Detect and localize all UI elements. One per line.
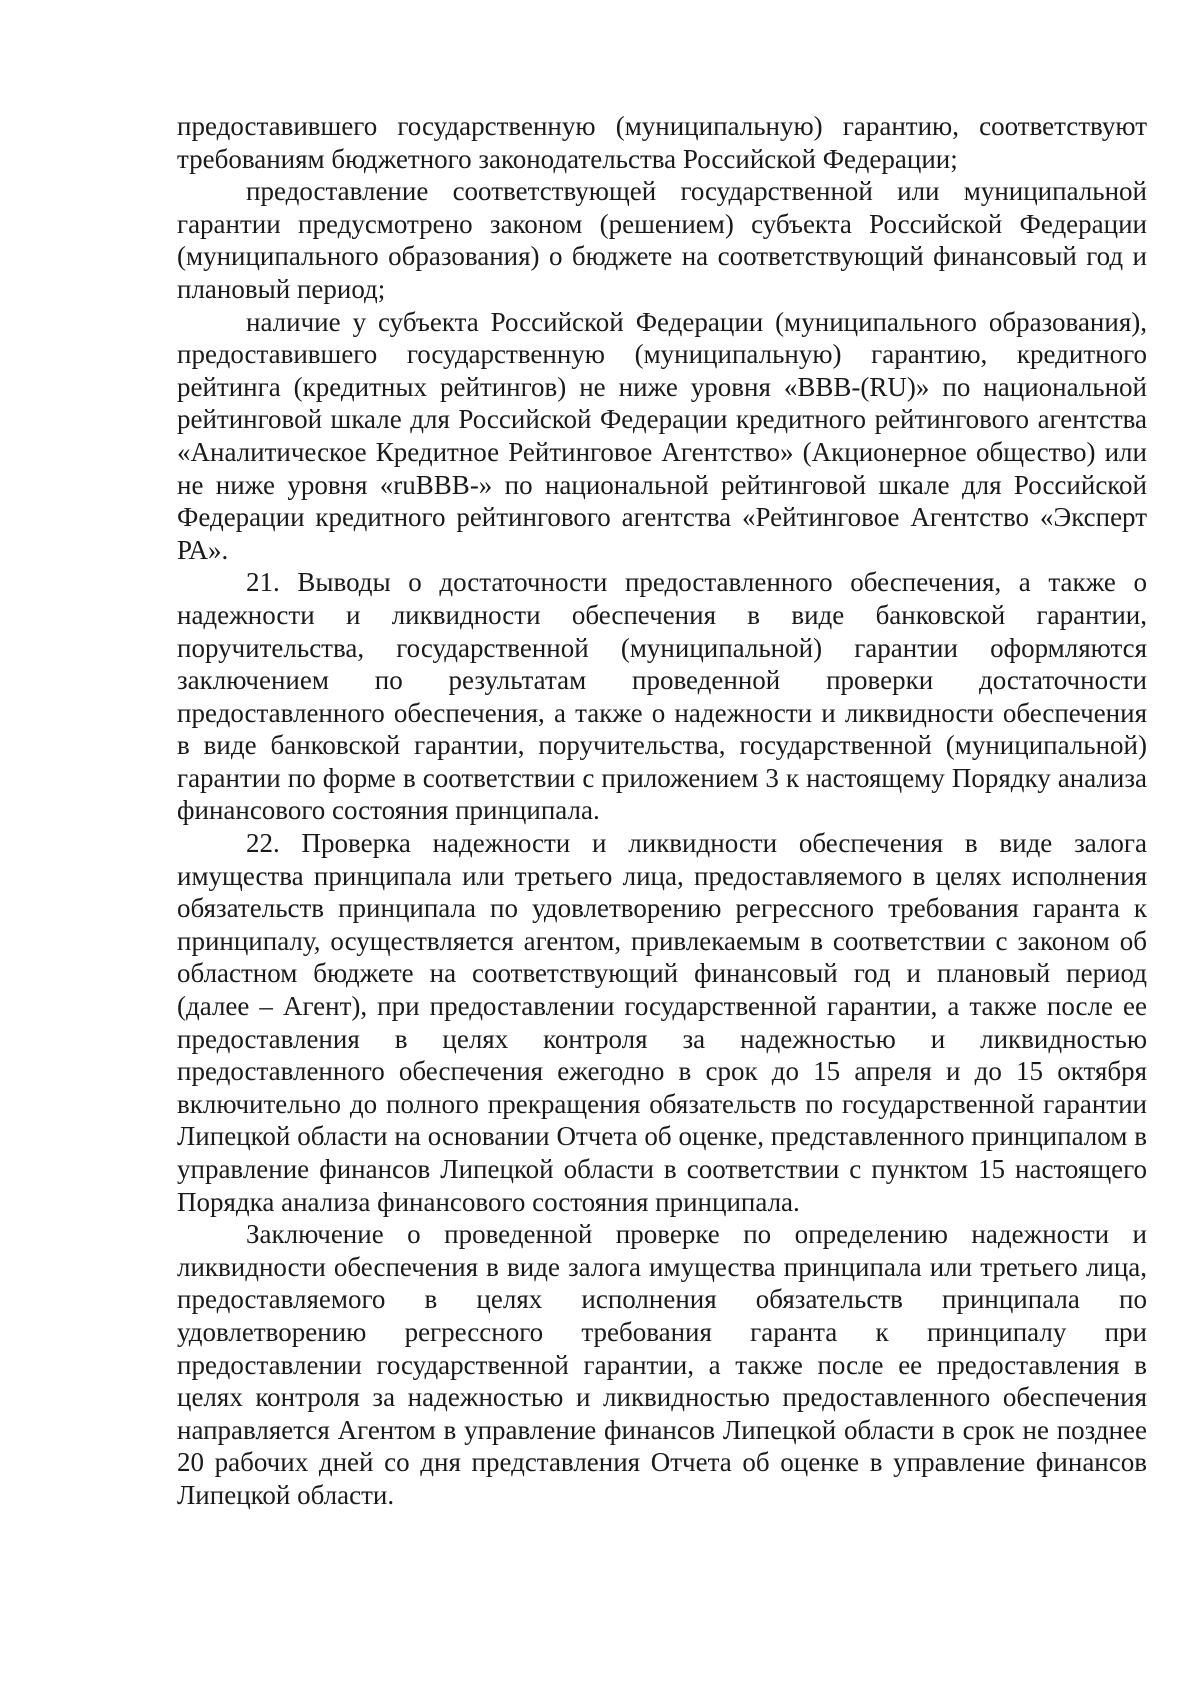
paragraph-continuation: предоставившего государственную (муниципальную) гарантию, соответствуют требованиям бюджетного законодательства Российской Федерации;	[177, 111, 1147, 174]
paragraph-conclusion: Заключение о проведенной проверке по определению надежности и ликвидности обеспечения в виде залога имущества принципала или третьего лица, предоставляемого в целях исполнения обязательств принципала по удовлетворению регрессного требования гаранта к принципалу при предоставлении государственной гарантии, а также после ее предоставления в целях контроля за надежностью и ликвидностью предоставленного обеспечения направляется Агентом в управление финансов Липецкой области в срок не позднее 20 рабочих дней со дня представления Отчета об оценке в управление финансов Липецкой области.	[177, 1219, 1147, 1510]
paragraph-guarantee-provision: предоставление соответствующей государственной или муниципальной гарантии предусмотрено законом (решением) субъекта Российской Федерации (муниципального образования) о бюджете на соответствующий финансовый год и плановый период;	[177, 176, 1147, 304]
paragraph-item-22: 22. Проверка надежности и ликвидности обеспечения в виде залога имущества принципала или третьего лица, предоставляемого в целях исполнения обязательств принципала по удовлетворению регрессного требования гаранта к принципалу, осуществляется агентом, привлекаемым в соответствии с законом об областном бюджете на соответствующий финансовый год и плановый период (далее – Агент), при предоставлении государственной гарантии, а также после ее предоставления в целях контроля за надежностью и ликвидностью предоставленного обеспечения ежегодно в срок до 15 апреля и до 15 октября включительно до полного прекращения обязательств по государственной гарантии Липецкой области на основании Отчета об оценке, представленного принципалом в управление финансов Липецкой области в соответствии с пунктом 15 настоящего Порядка анализа финансового состояния принципала.	[177, 828, 1147, 1217]
paragraph-item-21: 21. Выводы о достаточности предоставленного обеспечения, а также о надежности и ликвидности обеспечения в виде банковской гарантии, поручительства, государственной (муниципальной) гарантии оформляются заключением по результатам проведенной проверки достаточности предоставленного обеспечения, а также о надежности и ликвидности обеспечения в виде банковской гарантии, поручительства, государственной (муниципальной) гарантии по форме в соответствии с приложением 3 к настоящему Порядку анализа финансового состояния принципала.	[177, 567, 1147, 826]
paragraph-credit-rating: наличие у субъекта Российской Федерации (муниципального образования), предоставившего государственную (муниципальную) гарантию, кредитного рейтинга (кредитных рейтингов) не ниже уровня «BBB-(RU)» по национальной рейтинговой шкале для Российской Федерации кредитного рейтингового агентства «Аналитическое Кредитное Рейтинговое Агентство» (Акционерное общество) или не ниже уровня «ruBBB-» по национальной рейтинговой шкале для Российской Федерации кредитного рейтингового агентства «Рейтинговое Агентство «Эксперт РА».	[177, 306, 1147, 565]
document-body	[177, 110, 1147, 1512]
